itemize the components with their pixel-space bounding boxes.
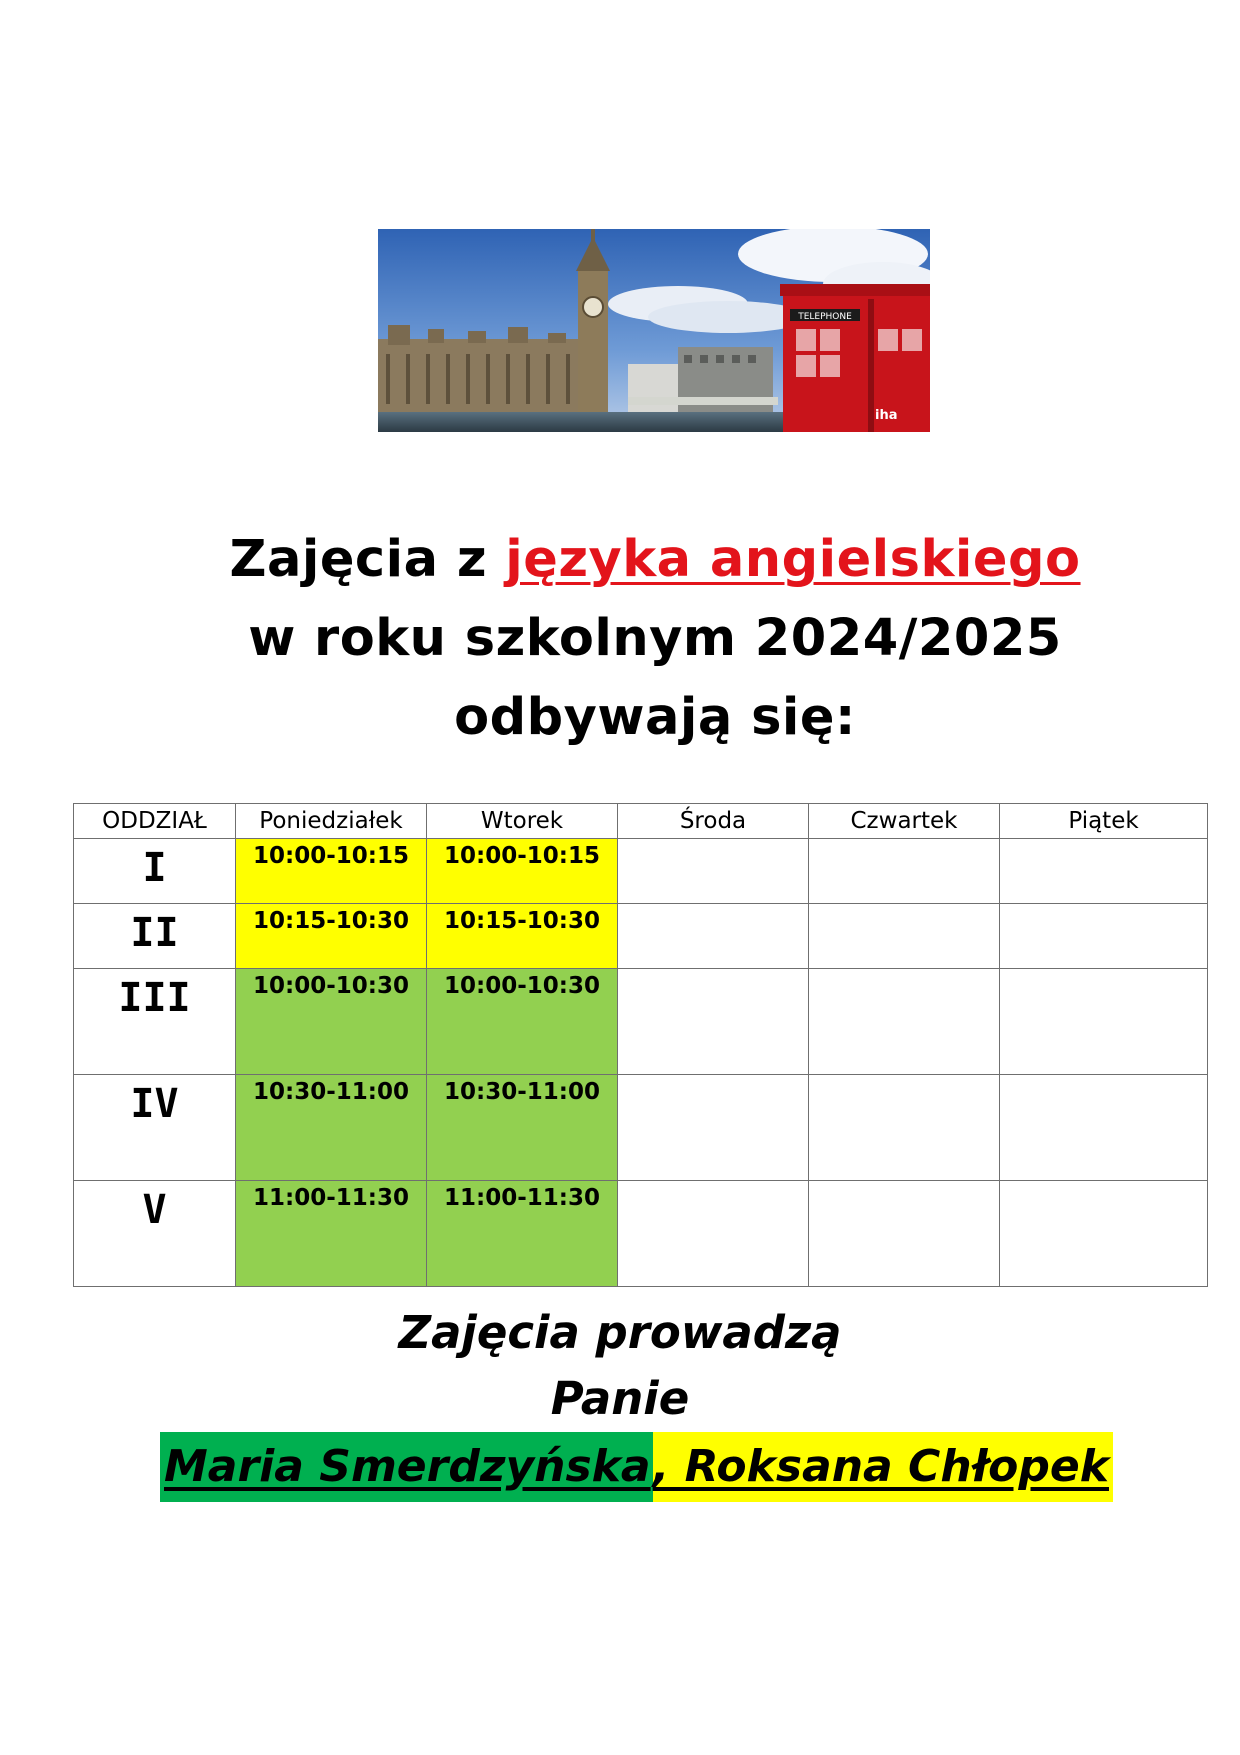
monday-slot: 10:00-10:15	[236, 839, 427, 904]
table-row	[74, 904, 1208, 969]
header-thursday: Czwartek	[809, 804, 1000, 839]
thursday-slot	[809, 1181, 1000, 1287]
table-row	[74, 839, 1208, 904]
teachers-names	[160, 1432, 1113, 1502]
thursday-slot	[809, 904, 1000, 969]
wednesday-slot	[618, 839, 809, 904]
friday-slot	[1000, 839, 1208, 904]
teachers-intro	[140, 1300, 1100, 1432]
title-line-1	[140, 520, 1170, 599]
class-cell: IV	[74, 1075, 236, 1181]
tuesday-slot: 10:00-10:15	[427, 839, 618, 904]
wednesday-slot	[618, 1181, 809, 1287]
title-line-3: odbywają się:	[454, 688, 856, 747]
monday-slot: 10:15-10:30	[236, 904, 427, 969]
telephone-sign: TELEPHONE	[798, 312, 852, 322]
header-friday: Piątek	[1000, 804, 1208, 839]
class-cell: I	[74, 839, 236, 904]
wednesday-slot	[618, 904, 809, 969]
friday-slot	[1000, 1075, 1208, 1181]
iha-logo-text: iha	[875, 408, 898, 423]
table-header-row	[74, 804, 1208, 839]
class-cell: V	[74, 1181, 236, 1287]
page-title	[140, 520, 1170, 757]
friday-slot	[1000, 969, 1208, 1075]
thursday-slot	[809, 969, 1000, 1075]
table-row	[74, 969, 1208, 1075]
table-row	[74, 1181, 1208, 1287]
schedule-table	[73, 803, 1208, 1287]
table-row	[74, 1075, 1208, 1181]
monday-slot: 10:00-10:30	[236, 969, 427, 1075]
thursday-slot	[809, 1075, 1000, 1181]
tuesday-slot: 11:00-11:30	[427, 1181, 618, 1287]
class-cell: II	[74, 904, 236, 969]
thursday-slot	[809, 839, 1000, 904]
header-tuesday: Wtorek	[427, 804, 618, 839]
tuesday-slot: 10:15-10:30	[427, 904, 618, 969]
header-monday: Poniedziałek	[236, 804, 427, 839]
class-cell: III	[74, 969, 236, 1075]
teacher-2-name: , Roksana Chłopek	[653, 1432, 1113, 1502]
friday-slot	[1000, 904, 1208, 969]
title-prefix: Zajęcia z	[229, 530, 506, 589]
monday-slot: 11:00-11:30	[236, 1181, 427, 1287]
teachers-intro-line-1: Zajęcia prowadzą	[398, 1306, 842, 1359]
friday-slot	[1000, 1181, 1208, 1287]
title-highlight: języka angielskiego	[505, 530, 1081, 589]
wednesday-slot	[618, 969, 809, 1075]
header-class: ODDZIAŁ	[74, 804, 236, 839]
tuesday-slot: 10:00-10:30	[427, 969, 618, 1075]
tuesday-slot: 10:30-11:00	[427, 1075, 618, 1181]
london-banner-image	[378, 229, 930, 432]
teacher-1-name: Maria Smerdzyńska	[160, 1432, 653, 1502]
title-line-2: w roku szkolnym 2024/2025	[248, 609, 1062, 668]
teachers-intro-line-2: Panie	[550, 1372, 690, 1425]
header-wednesday: Środa	[618, 804, 809, 839]
monday-slot: 10:30-11:00	[236, 1075, 427, 1181]
wednesday-slot	[618, 1075, 809, 1181]
